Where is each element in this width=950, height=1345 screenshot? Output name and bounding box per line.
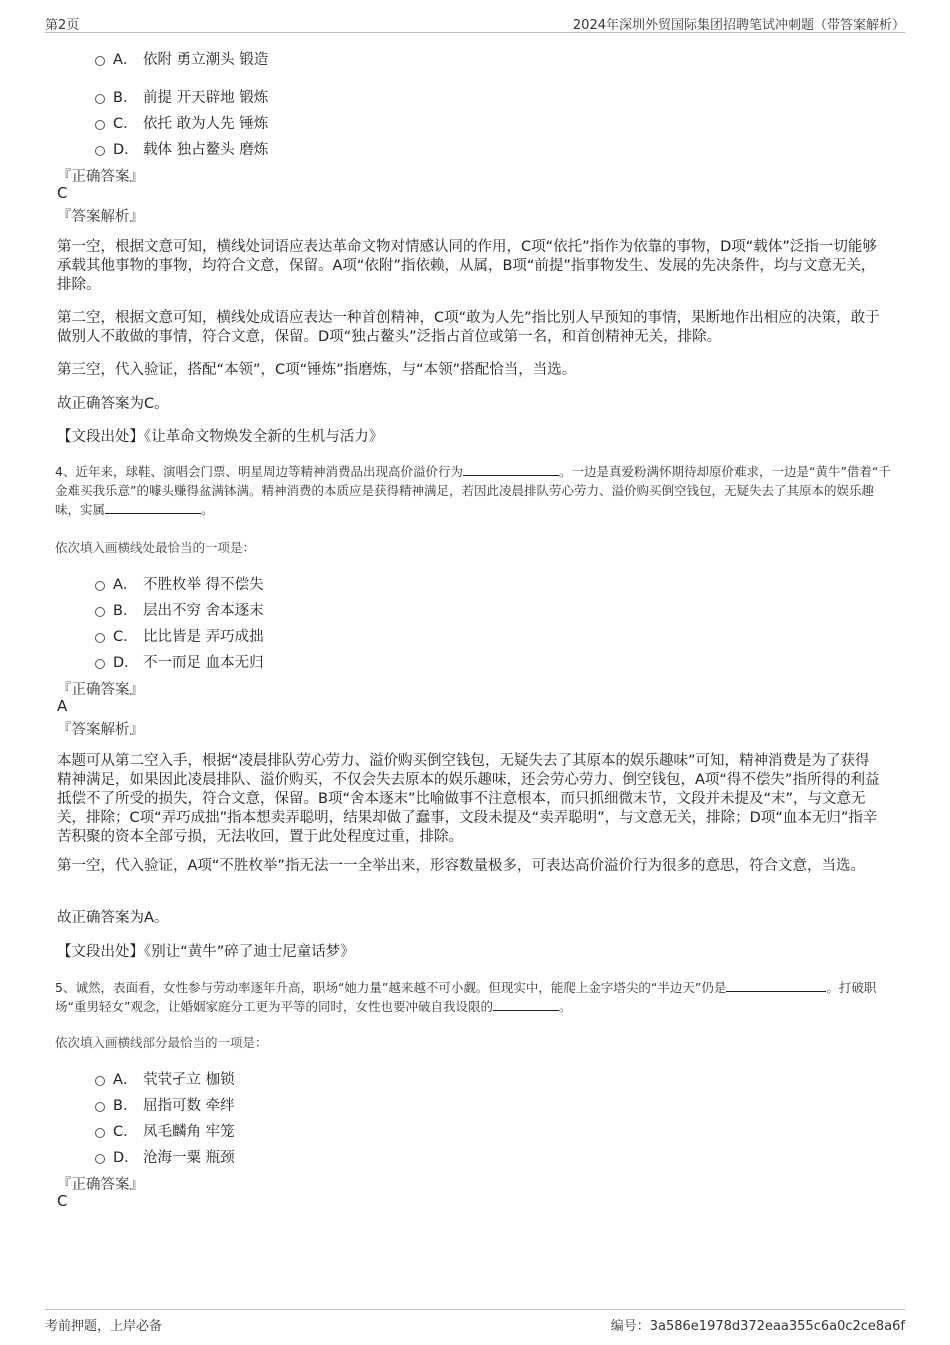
page-number: 第2页 [45, 18, 80, 33]
q3-analysis-para-2: 第二空，根据文意可知，横线处成语应表达一种首创精神，C项“敢为人先”指比别人早预知的事情，果断地作出相应的决策，敢于做别人不敢做的事情，符合文意，保留。D项“独占鳌头”泛指占首位或第一名，和首创精神无关，排除。 [57, 310, 880, 345]
q4-answer-label: 『正确答案』 [57, 682, 144, 698]
radio-icon[interactable] [95, 120, 105, 130]
radio-icon[interactable] [95, 581, 105, 591]
radio-icon[interactable] [95, 94, 105, 104]
q5-option-c[interactable]: C． 凤毛麟角 牢笼 [95, 1120, 235, 1141]
q5-prompt: 依次填入画横线部分最恰当的一项是： [55, 1035, 268, 1050]
q4-analysis-para-1: 本题可从第二空入手，根据“凌晨排队劳心劳力、溢价购买倒空钱包，无疑失去了其原本的娱乐趣味”可知，精神消费是为了获得精神满足，如果因此凌晨排队、溢价购买，不仅会失去原本的娱乐趣味，还会劳心劳力、倒空钱包，A项“得不偿失”指所得的利益抵偿不了所受的损失，符合文意，保留。B项“舍本逐末”比喻做事不注意根本，而只抓细微末节，文段并未提及“末”，与文意无关，排除；C项“弄巧成拙”指本想卖弄聪明，结果却做了蠢事，文段未提及“卖弄聪明”，与文意无关，排除；D项“血本无归”指辛苦积聚的资本全部亏损，无法收回，置于此处程度过重，排除。 [57, 753, 880, 845]
q4-prompt: 依次填入画横线处最恰当的一项是： [55, 540, 256, 555]
page-footer [45, 1309, 905, 1334]
q5-answer: C [57, 1192, 68, 1210]
q4-analysis-para-2: 第一空，代入验证，A项“不胜枚举”指无法一一全举出来，形容数量极多，可表达高价溢价行为很多的意思，符合文意，当选。 [57, 858, 865, 874]
q3-answer: C [57, 184, 68, 202]
q4-answer: A [57, 697, 68, 715]
radio-icon[interactable] [95, 607, 105, 617]
q4-option-d[interactable]: D． 不一而足 血本无归 [95, 651, 264, 672]
q3-analysis-para-1: 第一空，根据文意可知，横线处词语应表达革命文物对情感认同的作用，C项“依托”指作为依靠的事物，D项“载体”泛指一切能够承载其他事物的事物，均符合文意，保留。A项“依附”指依赖，从属，B项“前提”指事物发生、发展的先决条件，均与文意无关，排除。 [57, 239, 877, 293]
q3-option-c[interactable]: C． 依托 敢为人先 锤炼 [95, 112, 268, 133]
q3-analysis-para-4: 故正确答案为C。 [57, 396, 169, 412]
q5-answer-label: 『正确答案』 [57, 1177, 144, 1193]
radio-icon[interactable] [95, 633, 105, 643]
document-code: 编号：3a586e1978d372eaa355c6a0c2ce8a6f [610, 1319, 905, 1334]
blank-line [493, 998, 559, 1011]
q3-analysis-para-3: 第三空，代入验证，搭配“本领”，C项“锤炼”指磨炼，与“本领”搭配恰当，当选。 [57, 362, 577, 378]
radio-icon[interactable] [95, 1128, 105, 1138]
q3-option-a[interactable]: A． 依附 勇立潮头 锻造 [95, 48, 268, 69]
radio-icon[interactable] [95, 659, 105, 669]
document-title: 2024年深圳外贸国际集团招聘笔试冲刺题（带答案解析） [572, 18, 905, 33]
radio-icon[interactable] [95, 146, 105, 156]
footer-slogan: 考前押题，上岸必备 [45, 1319, 163, 1334]
q4-source: 【文段出处】《别让“黄牛”碎了迪士尼童话梦》 [57, 944, 355, 960]
blank-line [463, 463, 559, 476]
q5-option-a[interactable]: A． 茕茕孑立 枷锁 [95, 1068, 235, 1089]
q4-option-a[interactable]: A． 不胜枚举 得不偿失 [95, 573, 264, 594]
blank-line [726, 979, 826, 992]
q4-analysis-para-3: 故正确答案为A。 [57, 910, 169, 926]
blank-line [105, 501, 201, 514]
q4-option-b[interactable]: B． 层出不穷 舍本逐末 [95, 599, 264, 620]
q5-option-b[interactable]: B． 屈指可数 牵绊 [95, 1094, 235, 1115]
radio-icon[interactable] [95, 1154, 105, 1164]
q4-option-c[interactable]: C． 比比皆是 弄巧成拙 [95, 625, 264, 646]
q5-option-d[interactable]: D． 沧海一粟 瓶颈 [95, 1146, 235, 1167]
q3-analysis-label: 『答案解析』 [57, 209, 144, 225]
q3-source: 【文段出处】《让革命文物焕发全新的生机与活力》 [57, 429, 384, 445]
q3-option-d[interactable]: D． 载体 独占鳌头 磨炼 [95, 138, 268, 159]
radio-icon[interactable] [95, 56, 105, 66]
page-header [45, 12, 905, 33]
radio-icon[interactable] [95, 1076, 105, 1086]
q4-stem: 4、近年来，球鞋、演唱会门票、明星周边等精神消费品出现高价溢价行为 。一边是真爱粉满怀期待却原价难求，一边是“黄牛”借着“千金难买我乐意”的噱头赚得盆满钵满。精神消费的本质应是获得精神满足，若因此凌晨排队劳心劳力、溢价购买倒空钱包，无疑失去了其原本的娱乐趣味，实属 。 [55, 464, 891, 517]
radio-icon[interactable] [95, 1102, 105, 1112]
q4-analysis-label: 『答案解析』 [57, 722, 144, 738]
q3-option-b[interactable]: B． 前提 开天辟地 锻炼 [95, 86, 268, 107]
q5-stem: 5、诚然，表面看，女性参与劳动率逐年升高，职场“她力量”越来越不可小觑。但现实中，能爬上金字塔尖的“半边天”仍是 。打破职场“重男轻女”观念，让婚姻家庭分工更为平等的同时，女性也要冲破自我设限的 。 [55, 980, 877, 1014]
q3-answer-label: 『正确答案』 [57, 169, 144, 185]
